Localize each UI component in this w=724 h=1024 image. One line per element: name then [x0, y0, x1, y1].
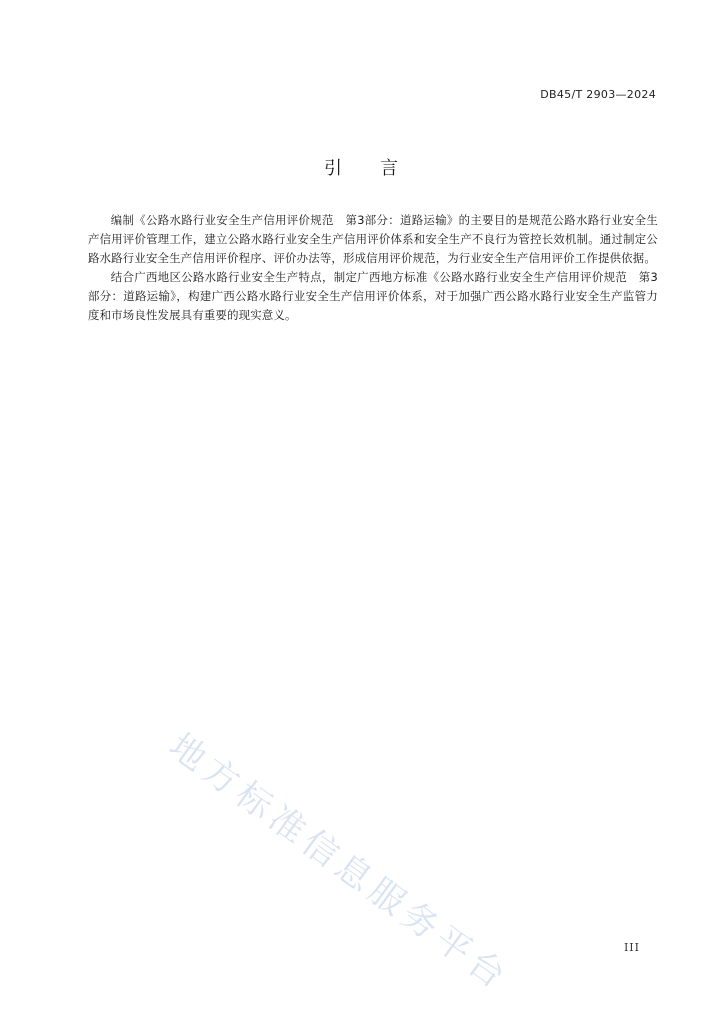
title-char-1: 引: [324, 158, 344, 179]
watermark: 地方标准信息服务平台: [161, 726, 517, 1000]
paragraph-2: 结合广西地区公路水路行业安全生产特点，制定广西地方标准《公路水路行业安全生产信用评价规范 第3部分：道路运输》，构建广西公路水路行业安全生产信用评价体系，对于加强广西公路水路行业安全生产监管力度和市场良性发展具有重要的现实意义。: [88, 270, 658, 322]
page-number: III: [623, 941, 640, 954]
standard-code: DB45/T 2903—2024: [540, 88, 656, 101]
body-text: [88, 211, 658, 325]
paragraph-1: 编制《公路水路行业安全生产信用评价规范 第3部分：道路运输》的主要目的是规范公路水路行业安全生产信用评价管理工作，建立公路水路行业安全生产信用评价体系和安全生产不良行为管控长效机制。通过制定公路水路行业安全生产信用评价程序、评价办法等，形成信用评价规范，为行业安全生产信用评价工作提供依据。: [88, 213, 658, 265]
title-char-2: 言: [380, 158, 400, 179]
section-title: [0, 154, 724, 180]
